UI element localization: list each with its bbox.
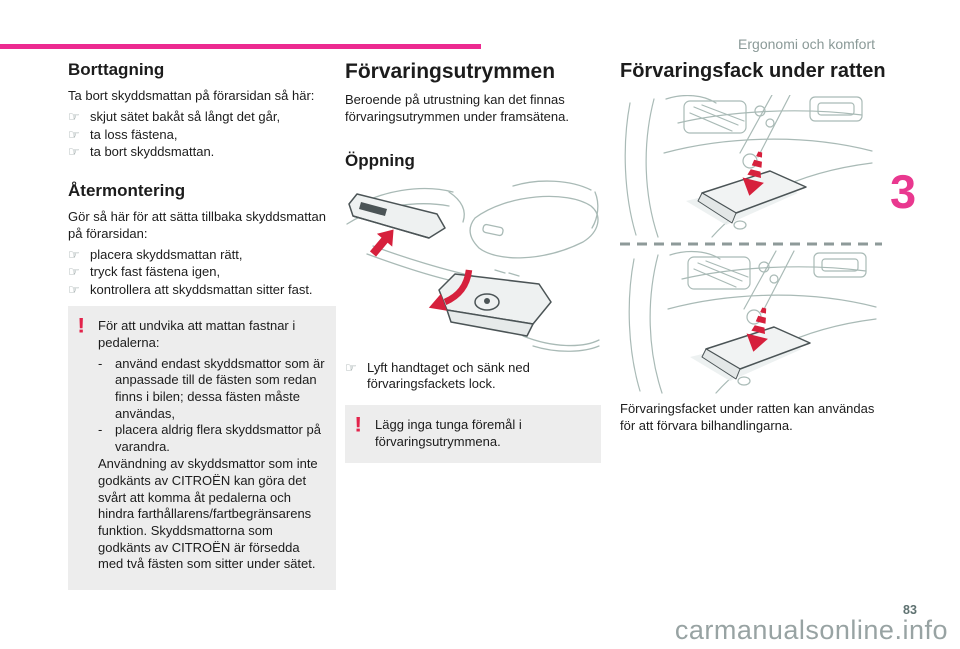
pointing-hand-icon: ☞ bbox=[68, 126, 80, 142]
warning-intro: För att undvika att mattan fastnar i pedalerna: bbox=[98, 318, 296, 351]
dashboard-view-bottom bbox=[629, 251, 876, 393]
warning-icon: ! bbox=[354, 413, 363, 438]
under-wheel-caption: Förvaringsfacket under ratten kan användas för att förvara bilhandlingarna. bbox=[620, 401, 875, 433]
warning-box-storage bbox=[345, 405, 601, 463]
pointing-hand-icon: ☞ bbox=[68, 109, 80, 125]
dashboard-storage-illustration bbox=[620, 95, 882, 395]
warning-outro: Användning av skyddsmattor som inte godkänts av CITROËN kan göra det svårt att komma åt pedalerna och hindra farthållarens/fartbegränsarens funktion. Skyddsmattorna som godkänts av CITROËN är försedda med två fästen som sitter under sätet. bbox=[98, 456, 318, 572]
step-item bbox=[68, 109, 336, 126]
warning-list-item bbox=[98, 356, 326, 423]
subsection-title-opening: Öppning bbox=[345, 151, 415, 171]
section-title-storage: Förvaringsutrymmen bbox=[345, 60, 556, 83]
step-text: ta loss fästena, bbox=[90, 126, 178, 142]
step-item bbox=[68, 264, 336, 281]
pointing-hand-icon: ☞ bbox=[68, 281, 80, 297]
right-column bbox=[620, 60, 884, 438]
step-text: ta bort skyddsmattan. bbox=[90, 144, 215, 160]
step-item bbox=[68, 282, 336, 299]
warning-text: Lägg inga tunga föremål i förvaringsutrymmena. bbox=[375, 417, 522, 449]
storage-intro: Beroende på utrustning kan det finnas förvaringsutrymmen under framsätena. bbox=[345, 92, 569, 124]
warning-icon: ! bbox=[77, 315, 86, 339]
dashboard-view-top bbox=[625, 95, 872, 237]
chapter-header: Ergonomi och komfort bbox=[738, 36, 875, 52]
pointing-hand-icon: ☞ bbox=[68, 264, 80, 280]
warning-item-text: använd endast skyddsmattor som är anpassade till de fästen som redan finns i bilen; dessa fästen måste användas, bbox=[115, 355, 325, 421]
warning-item-text: placera aldrig flera skyddsmattor på varandra. bbox=[115, 422, 321, 454]
accent-top-bar bbox=[0, 44, 481, 49]
step-text: placera skyddsmattan rätt, bbox=[90, 246, 243, 262]
pointing-hand-icon: ☞ bbox=[68, 144, 80, 160]
page-number: 83 bbox=[903, 603, 917, 617]
removal-intro: Ta bort skyddsmattan på förarsidan så här: bbox=[68, 88, 315, 104]
middle-column bbox=[345, 60, 601, 463]
seat-storage-illustration bbox=[345, 180, 601, 356]
step-text: kontrollera att skyddsmattan sitter fast. bbox=[90, 281, 313, 297]
step-text: Lyft handtaget och sänk ned förvaringsfackets lock. bbox=[367, 359, 530, 392]
step-text: skjut sätet bakåt så långt det går, bbox=[90, 109, 281, 125]
step-item bbox=[68, 127, 336, 144]
step-item bbox=[68, 247, 336, 264]
left-column bbox=[68, 60, 336, 590]
pointing-hand-icon: ☞ bbox=[68, 246, 80, 262]
section-title-refit: Återmontering bbox=[68, 180, 186, 200]
step-item bbox=[345, 360, 601, 393]
warning-box-mats bbox=[68, 306, 336, 589]
watermark: carmanualsonline.info bbox=[674, 615, 948, 645]
section-title-removal: Borttagning bbox=[68, 60, 165, 79]
dash-bullet: - bbox=[98, 355, 103, 371]
storage-drawer bbox=[349, 194, 551, 336]
dash-bullet: - bbox=[98, 422, 103, 438]
pointing-hand-icon: ☞ bbox=[345, 359, 357, 375]
step-text: tryck fast fästena igen, bbox=[90, 264, 221, 280]
refit-intro: Gör så här för att sätta tillbaka skyddsmattan på förarsidan: bbox=[68, 209, 326, 241]
step-item bbox=[68, 144, 336, 161]
section-title-under-wheel: Förvaringsfack under ratten bbox=[620, 60, 886, 82]
chapter-number: 3 bbox=[890, 165, 917, 218]
warning-list-item bbox=[98, 422, 326, 455]
